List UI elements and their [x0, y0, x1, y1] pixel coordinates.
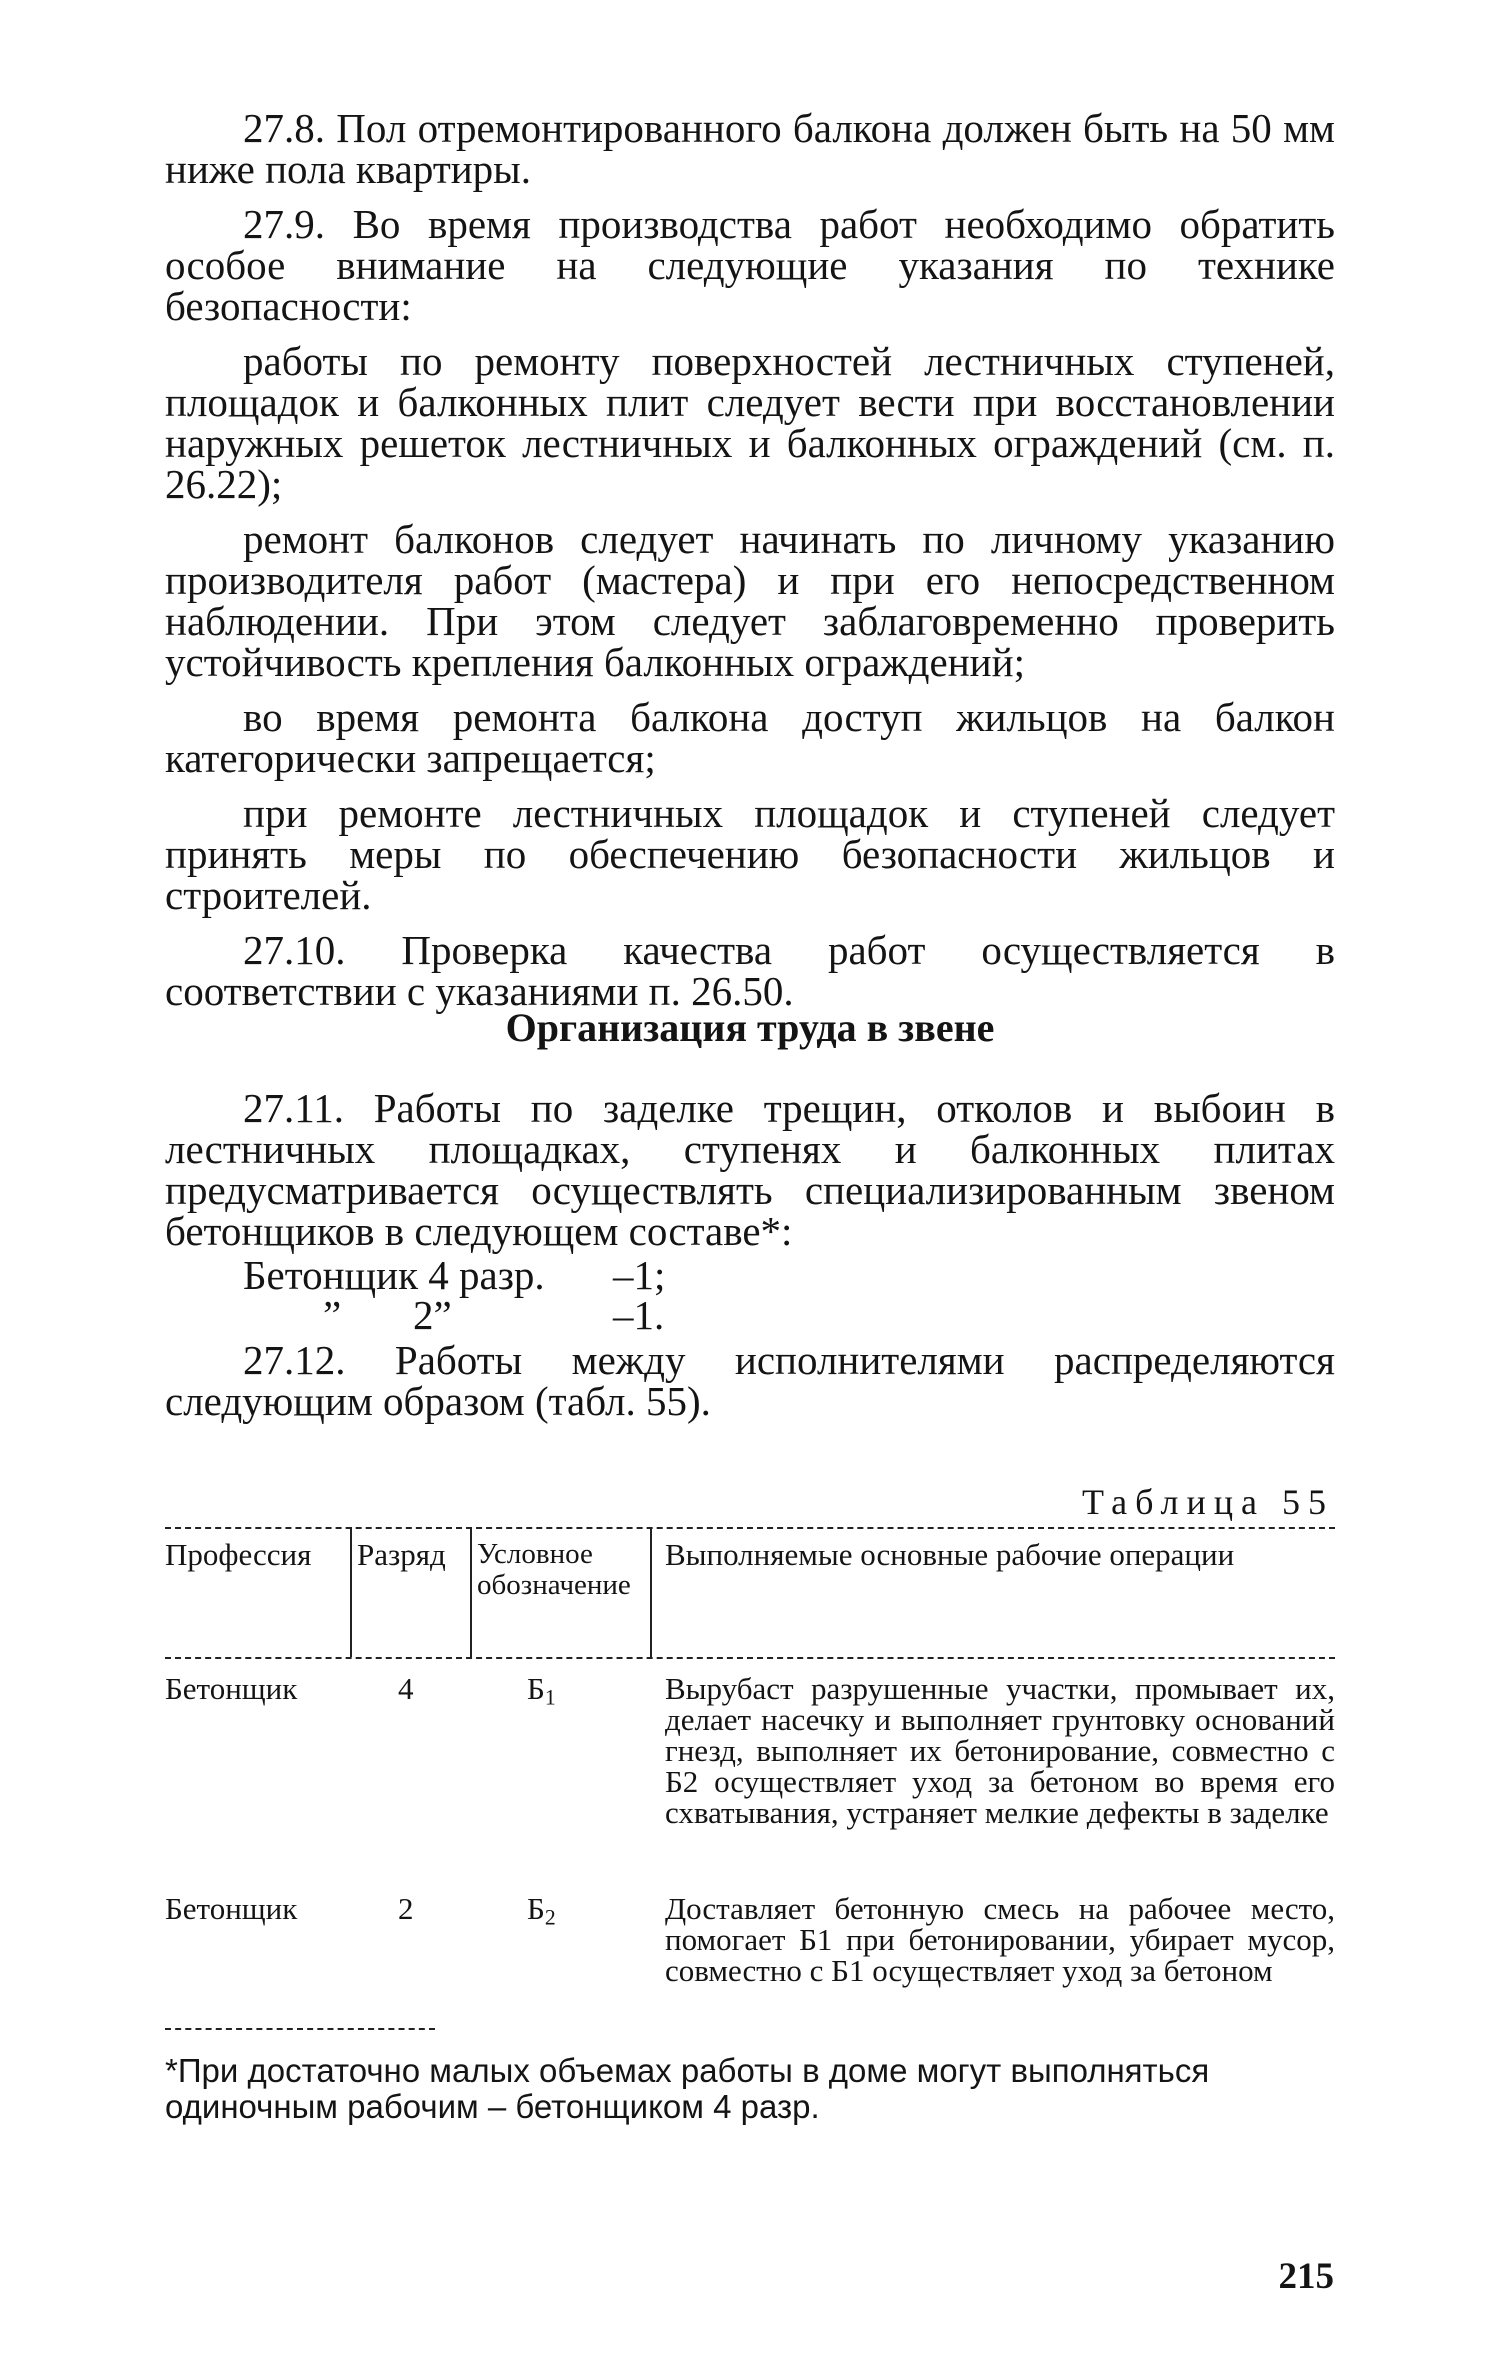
row-1-symbol	[527, 1673, 556, 1713]
staff-2-count: –1.	[613, 1292, 665, 1338]
row-2-symbol-sub: 2	[544, 1905, 556, 1930]
row-1-grade: 4	[398, 1671, 414, 1706]
row-2-grade: 2	[398, 1891, 414, 1926]
table-caption: Таблица 55	[1082, 1482, 1334, 1522]
paragraph-27-8: 27.8. Пол отремонтированного балкона должен быть на 50 мм ниже пола квартиры.	[165, 105, 1335, 192]
footnote: *При достаточно малых объемах работы в доме могут выполняться одиночным рабочим – бетонщиком 4 разр.	[165, 2052, 1210, 2125]
text-block-upper	[165, 105, 1335, 1014]
paragraph-safety-4: при ремонте лестничных площадок и ступеней следует принять меры по обеспечению безопасности жильцов и строителей.	[165, 790, 1335, 918]
paragraph-27-9: 27.9. Во время производства работ необходимо обратить особое внимание на следующие указания по технике безопасности:	[165, 201, 1335, 329]
header-grade: Разряд	[357, 1537, 446, 1572]
row-2-operations: Доставляет бетонную смесь на рабочее место, помогает Б1 при бетонировании, убирает мусор, совместно с Б1 осуществляет уход за бетоном	[665, 1891, 1335, 1988]
row-1-profession: Бетонщик	[165, 1671, 298, 1706]
paragraph-27-11: 27.11. Работы по заделке трещин, отколов и выбоин в лестничных площадках, ступенях и балконных плитах предусматривается осуществлять специализированным звеном бетонщиков в следующем составе*:	[165, 1085, 1335, 1254]
footnote-rule	[165, 2028, 435, 2030]
row-1-operations: Вырубаст разрушенные участки, промывает их, делает насечку и выполняет грунтовку оснований гнезд, выполняет их бетонирование, совместно с Б2 осуществляет уход за бетоном во время его схватывания, устраняет мелкие дефекты в заделке	[665, 1671, 1335, 1830]
staff-1-count: –1;	[613, 1252, 666, 1298]
row-1-symbol-letter: Б	[527, 1671, 545, 1706]
page-number: 215	[1278, 2256, 1334, 2297]
table-header-rule	[165, 1657, 1335, 1659]
table-col-divider-2	[470, 1527, 472, 1657]
paragraph-safety-1: работы по ремонту поверхностей лестничных ступеней, площадок и балконных плит следует вести при восстановлении наружных решеток лестничных и балконных ограждений (см. п. 26.22);	[165, 338, 1335, 507]
header-operations: Выполняемые основные рабочие операции	[665, 1537, 1235, 1572]
staff-2-grade: 2”	[413, 1292, 452, 1338]
row-2-symbol	[527, 1893, 556, 1933]
table-col-divider-3	[650, 1527, 652, 1657]
header-symbol: Условное обозначение	[477, 1538, 631, 1601]
text-block-lower	[165, 1337, 1335, 1424]
section-title: Организация труда в звене	[505, 1005, 995, 1050]
table-top-rule	[165, 1527, 1335, 1529]
header-profession: Профессия	[165, 1537, 312, 1572]
staff-1-name: Бетонщик 4 разр.	[243, 1252, 545, 1298]
row-2-symbol-letter: Б	[527, 1891, 545, 1926]
paragraph-safety-2: ремонт балконов следует начинать по личному указанию производителя работ (мастера) и при его непосредственном наблюдении. При этом следует заблаговременно проверить устойчивость крепления балконных ограждений;	[165, 516, 1335, 685]
paragraph-27-12: 27.12. Работы между исполнителями распределяются следующим образом (табл. 55).	[165, 1337, 1335, 1424]
table-col-divider-1	[350, 1527, 352, 1657]
row-1-symbol-sub: 1	[544, 1685, 556, 1710]
paragraph-27-10: 27.10. Проверка качества работ осуществляется в соответствии с указаниями п. 26.50.	[165, 927, 1335, 1014]
row-2-profession: Бетонщик	[165, 1891, 298, 1926]
staff-2-ditto: ”	[323, 1292, 342, 1338]
paragraph-safety-3: во время ремонта балкона доступ жильцов на балкон категорически запрещается;	[165, 694, 1335, 781]
text-block-middle	[165, 1085, 1335, 1254]
